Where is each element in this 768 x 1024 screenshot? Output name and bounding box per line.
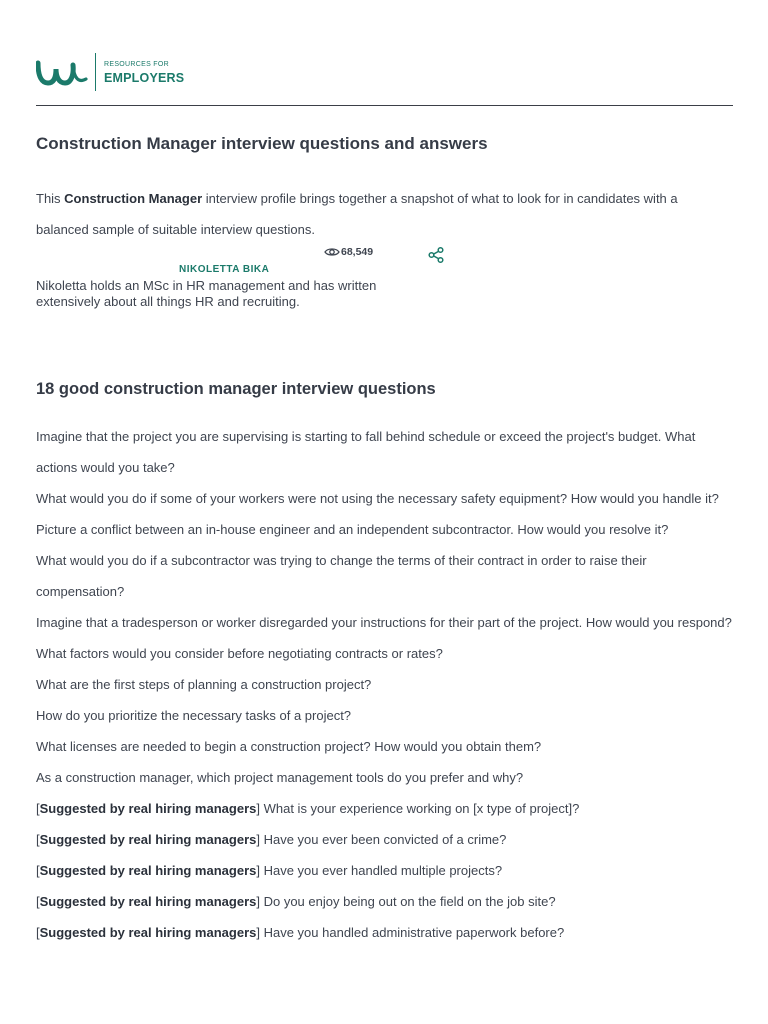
suggested-by-label: Suggested by real hiring managers [39,832,257,847]
site-header [36,52,184,92]
suggested-by-label: Suggested by real hiring managers [39,925,257,940]
question-text: Have you handled administrative paperwork before? [259,925,565,940]
question-text: What is your experience working on [x type of project]? [259,801,580,816]
question-text: What factors would you consider before negotiating contracts or rates? [36,646,443,661]
question-text: What would you do if some of your workers were not using the necessary safety equipment? How would you handle it? [36,491,719,506]
intro-text-after: interview profile brings together a snapshot of what to look for in candidates with a balanced sample of suitable interview questions. [36,191,678,237]
question-text: As a construction manager, which project management tools do you prefer and why? [36,770,524,785]
question-item [36,700,736,731]
view-count-value: 68,549 [341,246,374,258]
question-text: Imagine that the project you are supervising is starting to fall behind schedule or exceed the project's budget. What actions would you take? [36,429,696,475]
suggested-by-label: Suggested by real hiring managers [39,801,257,816]
logo-tagline: RESOURCES FOR [104,60,169,68]
header-divider [36,105,733,106]
question-text: Have you ever been convicted of a crime? [259,832,507,847]
page-title: Construction Manager interview questions and answers [36,134,488,153]
question-text: Imagine that a tradesperson or worker disregarded your instructions for their part of the project. How would you respond? [36,615,732,630]
eye-icon [324,246,340,258]
view-count [324,246,373,258]
question-text: What are the first steps of planning a construction project? [36,677,372,692]
question-text: How do you prioritize the necessary tasks of a project? [36,708,352,723]
question-item [36,421,736,483]
logo-title: EMPLOYERS [104,70,185,85]
question-item [36,483,736,514]
question-text: Do you enjoy being out on the field on the job site? [259,894,556,909]
question-list [36,421,736,948]
question-item [36,669,736,700]
question-item: [Suggested by real hiring managers] Do you enjoy being out on the field on the job site? [36,894,556,909]
question-text: What would you do if a subcontractor was trying to change the terms of their contract in order to raise their compensation? [36,553,647,599]
question-text: What licenses are needed to begin a construction project? How would you obtain them? [36,739,542,754]
question-item [36,731,736,762]
section-title: 18 good construction manager interview questions [36,380,436,398]
logo-divider [95,53,96,91]
question-item: [Suggested by real hiring managers] What is your experience working on [x type of project]? [36,801,580,816]
question-text: Have you ever handled multiple projects? [259,863,503,878]
share-icon[interactable] [427,246,445,264]
intro-paragraph [36,183,726,245]
logo-wordmark [104,60,184,85]
author-name-link[interactable]: NIKOLETTA BIKA [179,264,270,275]
question-item: [Suggested by real hiring managers] Have you handled administrative paperwork before? [36,925,565,940]
question-item [36,638,736,669]
suggested-by-label: Suggested by real hiring managers [39,863,257,878]
intro-text-before: This [36,191,65,206]
suggested-by-label: Suggested by real hiring managers [39,894,257,909]
question-item: [Suggested by real hiring managers] Have you ever been convicted of a crime? [36,832,507,847]
author-bio: Nikoletta holds an MSc in HR management and has written extensively about all things HR and recruiting. [36,278,377,309]
question-item [36,514,736,545]
logo-icon [36,55,88,89]
logo-link[interactable] [36,53,184,91]
question-item [36,607,736,638]
question-text: Picture a conflict between an in-house engineer and an independent subcontractor. How would you resolve it? [36,522,669,537]
question-item: [Suggested by real hiring managers] Have you ever handled multiple projects? [36,863,503,878]
question-item [36,545,736,607]
question-item [36,762,736,793]
intro-bold-role: Construction Manager [64,191,203,206]
